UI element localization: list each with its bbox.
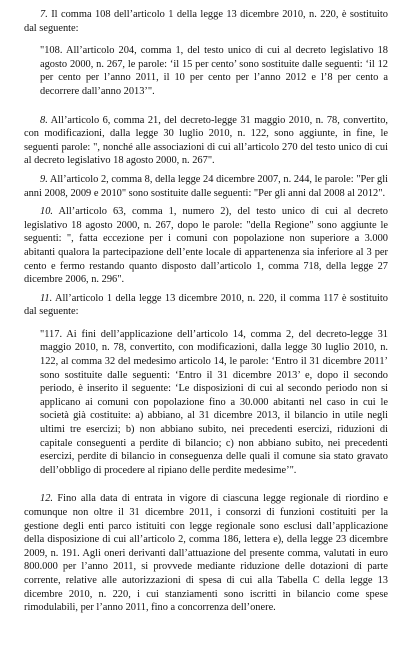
paragraph-11 [24, 292, 388, 319]
paragraph-number: 8. [40, 114, 48, 126]
paragraph-text: All’articolo 6, comma 21, del decreto-legge 31 maggio 2010, n. 78, convertito, con modificazioni, dalla legge 30 luglio 2010, n. 122, sono aggiunte, in fine, le seguenti parole: ", nonché alle associazioni di cui all’articolo 270 del testo unico di cui al decreto legislativo 18 agosto 2000, n. 267". [24, 114, 388, 167]
paragraph-text: All’articolo 1 della legge 13 dicembre 2010, n. 220, il comma 117 è sostituito dal seguente: [24, 292, 388, 318]
paragraph-number: 9. [40, 173, 48, 185]
paragraph-text: All’articolo 63, comma 1, numero 2), del testo unico di cui al decreto legislativo 18 agosto 2000, n. 267, dopo le parole: "della Regione" sono aggiunte le seguenti: ", fatta eccezione per i comuni con popolazione non superiore a 3.000 abitanti qualora la partecipazione dell’ente locale di appartenenza sia inferiore al 3 per cento e fermo restando quanto disposto dall’articolo 1, comma 718, della legge 27 dicembre 2006, n. 296". [24, 206, 388, 286]
quoted-comma-117: "117. Ai fini dell’applicazione dell’articolo 14, comma 2, del decreto-legge 31 maggio 2010, n. 78, convertito, con modificazioni, dalla legge 30 luglio 2010, n. 122, al comma 32 del medesimo articolo 14, le parole: ‘Entro il 31 dicembre 2011’ sono sostituite dalle seguenti: ‘Entro il 31 dicembre 2013’ e, dopo il secondo periodo, è inserito il seguente: ‘Le disposizioni di cui al secondo periodo non si applicano ai comuni con popolazione fino a 30.000 abitanti nel caso in cui le società già costituite: a) abbiano, al 31 dicembre 2013, il bilancio in utile negli ultimi tre esercizi; b) non abbiano subito, nei precedenti esercizi, riduzioni di capitale conseguenti a perdite di bilancio; c) non abbiano subito, nei precedenti esercizi, perdite di bilancio in conseguenza delle quali il comune sia stato gravato dell’obbligo di procedere al ripiano delle perdite medesime’". [40, 328, 388, 476]
paragraph-number: 12. [40, 493, 53, 505]
paragraph-number: 11. [40, 292, 53, 304]
paragraph-8 [24, 114, 388, 168]
paragraph-10 [24, 205, 388, 287]
paragraph-9 [24, 173, 388, 200]
paragraph-text: Il comma 108 dell’articolo 1 della legge 13 dicembre 2010, n. 220, è sostituito dal seguente: [24, 9, 388, 34]
paragraph-7 [24, 8, 388, 35]
paragraph-number: 7. [40, 9, 48, 20]
paragraph-text: All’articolo 2, comma 8, della legge 24 dicembre 2007, n. 244, le parole: "Per gli anni 2008, 2009 e 2010" sono sostituite dalle seguenti: "Per gli anni dal 2008 al 2012". [24, 173, 388, 199]
paragraph-text: Fino alla data di entrata in vigore di ciascuna legge regionale di riordino e comunque non oltre il 31 dicembre 2011, i consorzi di funzioni costituiti per la gestione degli enti parco istituiti con legge regionale sono esclusi dall’applicazione della disposizione di cui all’articolo 2, comma 186, lettera e), della legge 23 dicembre 2009, n. 191. Agli oneri derivanti dall’attuazione del presente comma, valutati in euro 800.000 per l’anno 2011, si provvede mediante riduzione delle dotazioni di parte corrente, relative alle autorizzazioni di spesa di cui alla Tabella C della legge 13 dicembre 2010, n. 220, i cui stanziamenti sono iscritti in bilancio come spese rimodulabili, per l’anno 2011, fino a concorrenza dell’onere. [24, 493, 388, 614]
paragraph-number: 10. [40, 206, 53, 218]
quoted-comma-108: "108. All’articolo 204, comma 1, del testo unico di cui al decreto legislativo 18 agosto 2000, n. 267, le parole: ‘il 15 per cento’ sono sostituite dalle seguenti: ‘il 12 per cento per l’anno 2011, il 10 per cento per l’anno 2012 e l’8 per cento a decorrere dall’anno 2013’". [40, 45, 388, 97]
paragraph-12 [24, 492, 388, 614]
